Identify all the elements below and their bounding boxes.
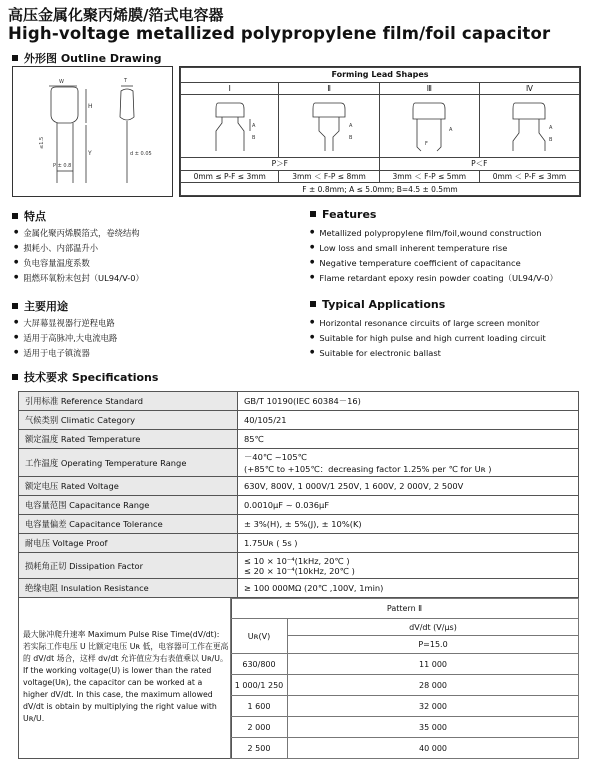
shape-2-label: Ⅱ [279,82,379,95]
dim-w-label: W [59,79,64,85]
pulse-table [230,598,579,759]
square-bullet-icon [12,374,18,380]
pulse-description: 最大脉冲爬升速率 Maximum Pulse Rise Time(dV/dt): 若实际工作电压 U 比额定电压 Uʀ 低，电容器可工作在更高的 dV/dt 场合，这样 dv/dt 允许值应为右表值乘以 Uʀ/U。 If the working voltage(U) is lower than the rated voltage(Uʀ), the capacitor can be worked at a higher dV/dt. In this case, the maximum allowed dV/dt is obtain by multiplying the right value with Uʀ/U. [23,630,229,723]
title-chinese: 高压金属化聚丙烯膜/箔式电容器 [8,6,224,24]
group-p-less: P＜F [379,157,579,170]
dim-t-label: T [124,78,128,84]
list-item: ● Horizontal resonance circuits of large screen monitor [310,316,546,331]
square-bullet-icon [310,211,316,217]
svg-text:F: F [425,141,429,148]
list-item: ● Low loss and small inherent temperature rise [310,241,558,256]
shape-1-drawing [181,95,279,157]
forming-note: F ± 0.8mm; A ≤ 5.0mm; B=4.5 ± 0.5mm [181,183,580,196]
table-row: 2 000 35 000 [231,717,579,738]
dim-l-label: ≤1.5 [39,136,45,149]
table-row [19,392,579,411]
features-cn-heading: 特点 [12,208,46,224]
shape-2-drawing [279,95,379,157]
table-row [19,553,579,579]
table-row: 1 600 32 000 [231,696,579,717]
group-p-greater: P＞F [181,157,380,170]
spec-value: －40℃ ~105℃ (+85℃ to +105℃：decreasing factor 1.25% per ℃ for Uʀ ) [238,449,579,477]
spec-label: 气候类别 Climatic Category [19,411,238,430]
range-4: 0mm ＜ P-F ≤ 3mm [479,170,579,183]
list-item: ● Metallized polypropylene film/foil,wound construction [310,226,558,241]
specs-heading: 技术要求 Specifications [12,369,158,385]
pitch-value: P=15.0 [288,636,579,654]
title-english: High-voltage metallized polypropylene film/foil capacitor [8,24,551,43]
spec-value: GB/T 10190(IEC 60384－16) [238,392,579,411]
features-en-heading: Features [310,208,376,221]
apps-cn-list [14,316,117,361]
forming-title: Forming Lead Shapes [181,68,580,83]
table-row: 630/800 11 000 [231,654,579,675]
list-item: ● Negative temperature coefficient of capacitance [310,256,558,271]
shape-4-label: Ⅳ [479,82,579,95]
shape-3-drawing [379,95,479,157]
spec-value: 630V, 800V, 1 000V/1 250V, 1 600V, 2 000V, 2 500V [238,477,579,496]
table-row [19,477,579,496]
table-row [19,430,579,449]
svg-text:B: B [251,135,256,142]
svg-text:A: A [349,123,353,130]
table-row: 2 500 40 000 [231,738,579,759]
shape-4-drawing [479,95,579,157]
spec-value: ≤ 10 × 10⁻⁴(1kHz, 20℃ ) ≤ 20 × 10⁻⁴(10kHz, 20℃ ) [238,553,579,579]
shape-1-label: Ⅰ [181,82,279,95]
apps-en-heading: Typical Applications [310,298,445,311]
range-2: 3mm ＜ F-P ≤ 8mm [279,170,379,183]
spec-label: 绝缘电阻 Insulation Resistance [19,579,238,598]
specs-table [18,391,579,598]
list-item: ● Suitable for high pulse and high current loading circuit [310,331,546,346]
range-1: 0mm ≤ P-F ≤ 3mm [181,170,279,183]
spec-label: 额定电压 Rated Voltage [19,477,238,496]
spec-label: 额定温度 Rated Temperature [19,430,238,449]
shape-3-label: Ⅲ [379,82,479,95]
square-bullet-icon [12,55,18,61]
list-item: ● 大屏幕显视器行逆程电路 [14,316,117,331]
list-item: ● 适用于高脉冲,大电流电路 [14,331,117,346]
features-en-list [310,226,558,286]
dim-p-label: P ± 0.8 [53,163,72,169]
spec-value: ± 3%(H), ± 5%(J), ± 10%(K) [238,515,579,534]
spec-label: 电容量范围 Capacitance Range [19,496,238,515]
features-cn-list [14,226,144,286]
list-item: ● 金属化聚丙烯膜箔式，卷绕结构 [14,226,144,241]
spec-value: ≥ 100 000MΩ (20℃ ,100V, 1min) [238,579,579,598]
spec-value: 1.75Uʀ ( 5s ) [238,534,579,553]
dim-y-label: Y [88,150,92,157]
spec-label: 损耗角正切 Dissipation Factor [19,553,238,579]
list-item: ● 负电容量温度系数 [14,256,144,271]
square-bullet-icon [310,301,316,307]
table-row [19,496,579,515]
square-bullet-icon [12,213,18,219]
spec-value: 40/105/21 [238,411,579,430]
svg-text:B: B [549,137,553,144]
forming-lead-shapes-box [179,66,581,197]
table-row [19,579,579,598]
table-row: 1 000/1 250 28 000 [231,675,579,696]
list-item: ● 阻燃环氧粉末包封（UL94/V-0） [14,271,144,286]
svg-text:B: B [349,135,353,142]
dim-d-label: d ± 0.05 [130,151,152,157]
spec-value: 85℃ [238,430,579,449]
outline-heading: 外形图 Outline Drawing [12,50,162,66]
list-item: ● 适用于电子镇流器 [14,346,117,361]
capacitor-outline-drawing [13,67,172,196]
svg-text:A: A [549,125,553,132]
table-row [19,411,579,430]
dim-h-label: H [88,103,93,110]
spec-label: 引用标准 Reference Standard [19,392,238,411]
table-row [19,515,579,534]
svg-text:A: A [449,127,453,134]
col-voltage-header: Uʀ(V) [231,619,288,654]
pulse-description-cell [18,598,232,759]
table-row [19,449,579,477]
col-dvdt-header: dV/dt (V/μs) [288,619,579,636]
outline-drawing-box [12,66,173,197]
range-3: 3mm ＜ F-P ≤ 5mm [379,170,479,183]
spec-value: 0.0010μF ~ 0.036μF [238,496,579,515]
pulse-pattern: Pattern Ⅱ [231,599,579,619]
list-item: ● 损耗小、内部温升小 [14,241,144,256]
spec-label: 工作温度 Operating Temperature Range [19,449,238,477]
spec-label: 耐电压 Voltage Proof [19,534,238,553]
list-item: ● Suitable for electronic ballast [310,346,546,361]
spec-label: 电容量偏差 Capacitance Tolerance [19,515,238,534]
table-row [19,534,579,553]
apps-cn-heading: 主要用途 [12,298,68,314]
square-bullet-icon [12,303,18,309]
apps-en-list [310,316,546,361]
svg-text:A: A [251,123,256,130]
list-item: ● Flame retardant epoxy resin powder coating（UL94/V-0） [310,271,558,286]
